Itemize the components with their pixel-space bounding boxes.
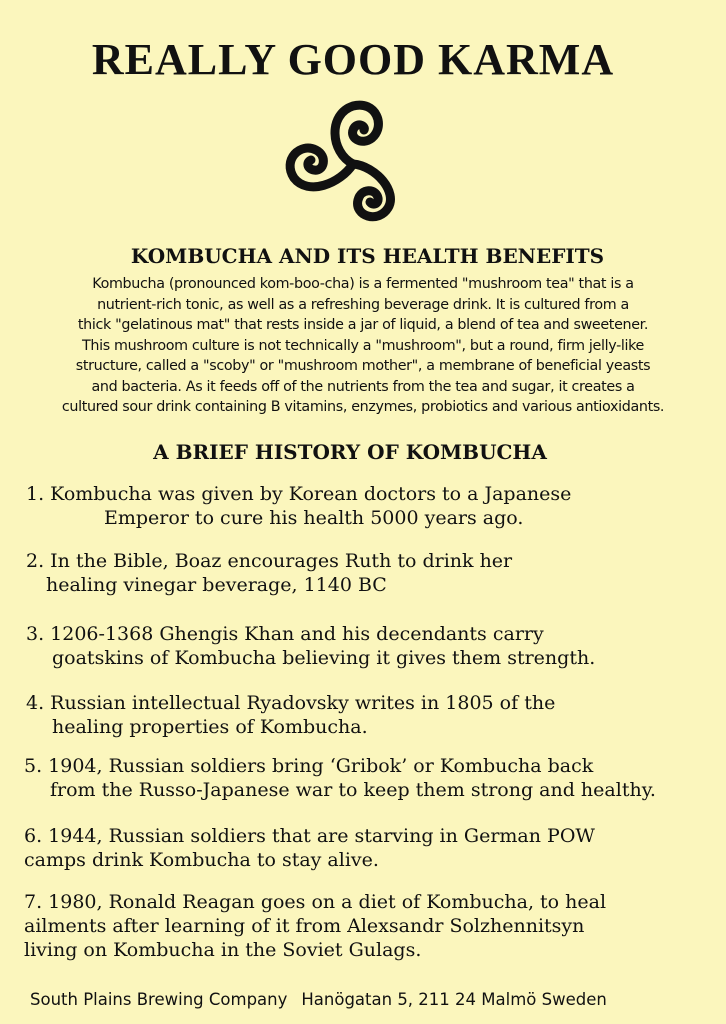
paragraph-line: cultured sour drink containing B vitamins, enzymes, probiotics and various antioxidants. — [61, 399, 665, 415]
history-item-line: 7. 1980, Ronald Reagan goes on a diet of Kombucha, to heal — [24, 891, 607, 913]
history-item-line: 3. 1206-1368 Ghengis Khan and his decendants carry — [26, 623, 544, 645]
history-heading: A BRIEF HISTORY OF KOMBUCHA — [153, 440, 547, 464]
history-item-line: healing properties of Kombucha. — [52, 716, 368, 738]
history-item — [24, 754, 656, 802]
history-item — [24, 824, 595, 872]
company-address: Hanögatan 5, 211 24 Malmö Sweden — [301, 990, 607, 1009]
history-item — [26, 549, 512, 597]
history-item-line: camps drink Kombucha to stay alive. — [24, 849, 379, 871]
company-name: South Plains Brewing Company — [30, 990, 288, 1009]
footer — [30, 990, 607, 1009]
poster-title: REALLY GOOD KARMA — [91, 35, 615, 84]
history-item-line: goatskins of Kombucha believing it gives them strength. — [52, 647, 596, 669]
history-item — [26, 622, 595, 670]
history-item — [26, 691, 555, 739]
paragraph-line: Kombucha (pronounced kom-boo-cha) is a fermented "mushroom tea" that is a — [92, 276, 634, 292]
history-item-line: living on Kombucha in the Soviet Gulags. — [24, 939, 422, 961]
paragraph-line: nutrient-rich tonic, as well as a refreshing beverage drink. It is cultured from a — [97, 296, 629, 313]
history-item-line: 1. Kombucha was given by Korean doctors to a Japanese — [26, 483, 572, 505]
history-item-line: 2. In the Bible, Boaz encourages Ruth to drink her — [26, 550, 513, 572]
history-item-line: 6. 1944, Russian soldiers that are starving in German POW — [24, 825, 595, 847]
paragraph-line: This mushroom culture is not technically a "mushroom", but a round, firm jelly-like — [82, 337, 644, 354]
benefits-paragraph — [4, 274, 722, 418]
history-item-line: 5. 1904, Russian soldiers bring ‘Gribok’ or Kombucha back — [24, 755, 594, 777]
history-item-line: healing vinegar beverage, 1140 BC — [46, 574, 387, 596]
benefits-heading: KOMBUCHA AND ITS HEALTH BENEFITS — [130, 244, 605, 268]
triskelion-icon — [278, 86, 428, 226]
history-item-line: ailments after learning of it from Alexsandr Solzhennitsyn — [24, 915, 585, 937]
paragraph-line: structure, called a "scoby" or "mushroom mother", a membrane of beneficial yeasts — [75, 358, 651, 374]
history-item-line: from the Russo-Japanese war to keep them strong and healthy. — [50, 779, 656, 801]
paragraph-line: thick "gelatinous mat" that rests inside a jar of liquid, a blend of tea and sweetener. — [77, 317, 649, 333]
history-item-line: Emperor to cure his health 5000 years ago. — [104, 507, 524, 529]
paragraph-line: and bacteria. As it feeds off of the nutrients from the tea and sugar, it creates a — [91, 378, 635, 395]
history-item — [24, 890, 606, 962]
history-item — [0, 482, 700, 530]
history-item-line: 4. Russian intellectual Ryadovsky writes in 1805 of the — [26, 692, 556, 714]
